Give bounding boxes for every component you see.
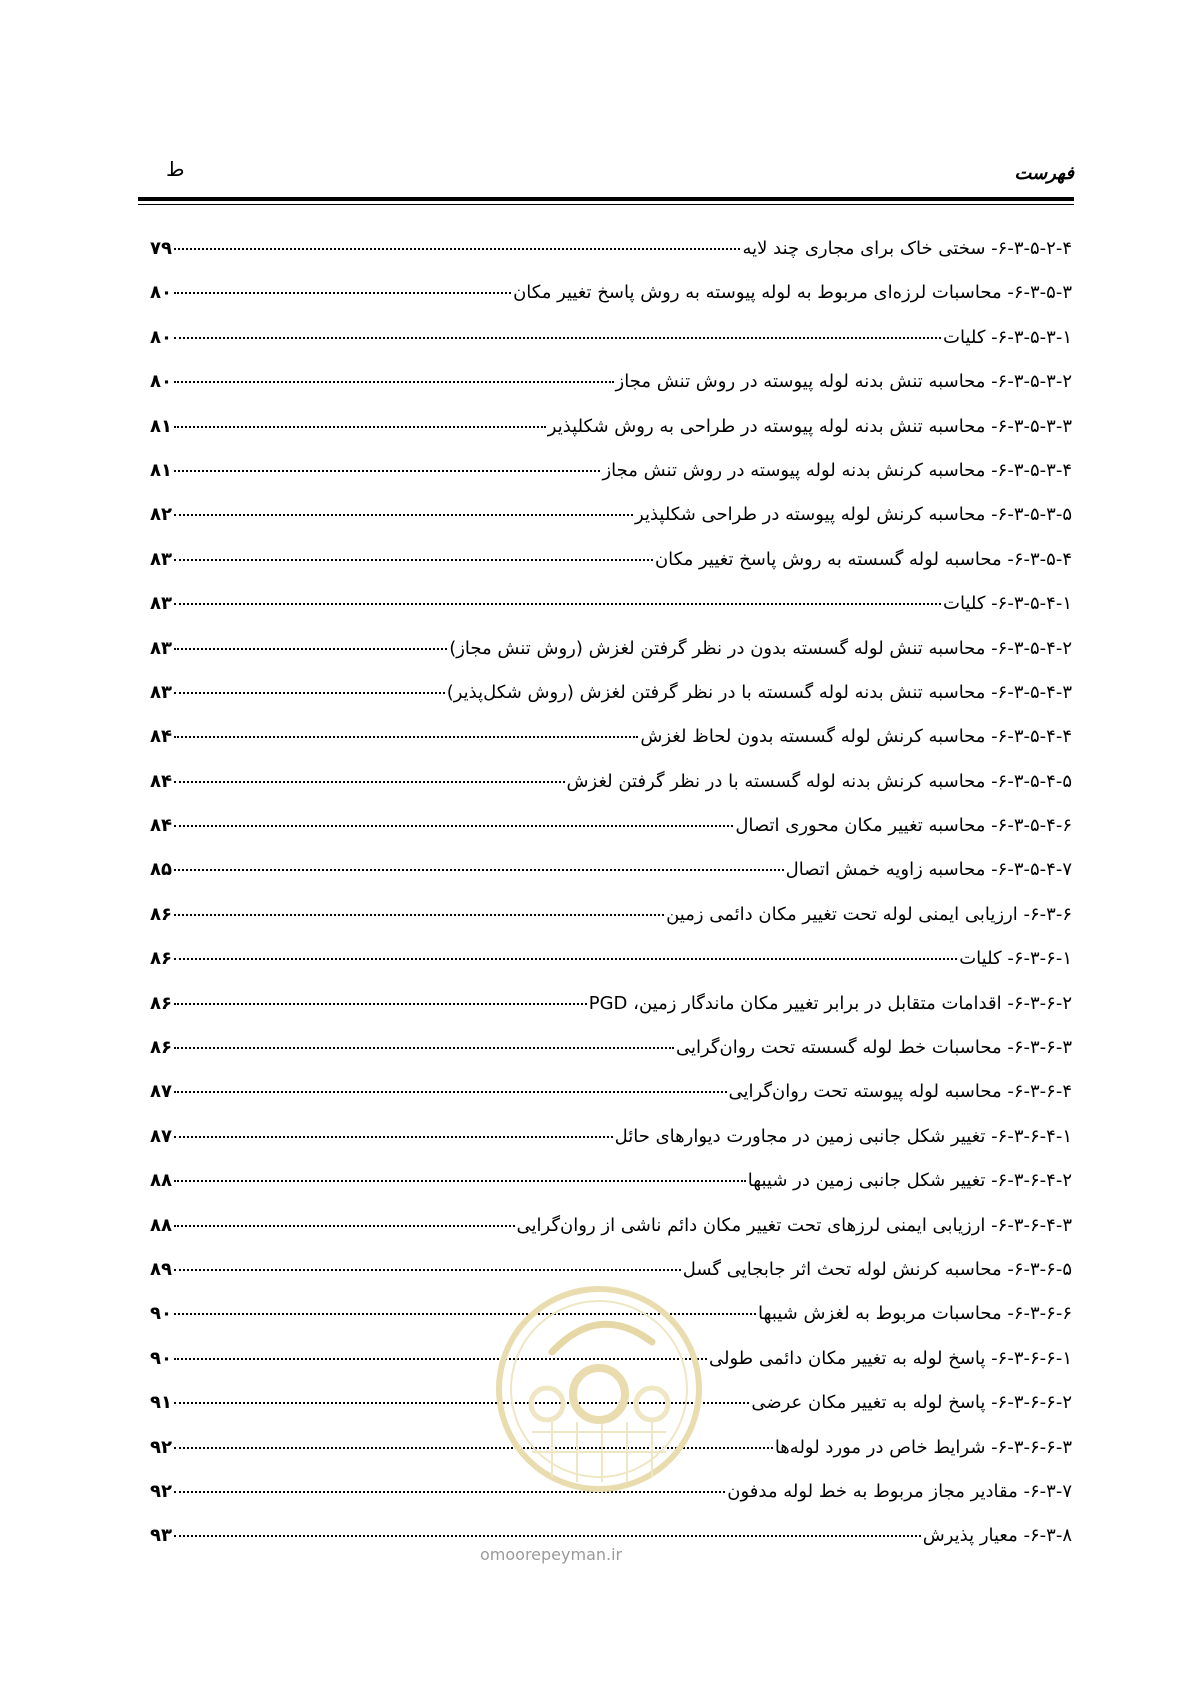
toc-title: محاسبه کرنش بدنه لوله گسسته با در نظر گرفتن لغزش [566, 770, 986, 792]
dot-leader [174, 1047, 674, 1049]
toc-row [150, 460, 1072, 504]
toc-number: ۶-۳-۶- [1023, 903, 1072, 925]
toc-title: محاسبات مربوط به لغزش شیبها [758, 1303, 1002, 1325]
toc-title: محاسبات لرزه‌ای مربوط به لوله پیوسته به روش پاسخ تغییر مکان [513, 282, 1002, 304]
toc-number: ۶-۳-۶-۶-۲- [991, 1392, 1072, 1414]
toc-title: ارزیابی ایمنی لرزهای تحت تغییر مکان دائم ناشی از روان‌گرایی [516, 1214, 986, 1236]
dot-leader [174, 1091, 727, 1093]
dot-leader [174, 514, 633, 516]
toc-title: محاسبه کرنش لوله گسسته بدون لحاظ لغزش [640, 726, 986, 748]
toc-number: ۶-۳-۵-۴-۶- [991, 815, 1072, 837]
dot-leader [174, 1269, 681, 1271]
toc-page-number: ۹۱ [150, 1392, 172, 1414]
toc-row [150, 371, 1072, 415]
toc-page-number: ۸۷ [150, 1125, 172, 1147]
toc-number: ۶-۳-۵-۳- [1007, 282, 1072, 304]
page-letter: ط [166, 157, 185, 181]
toc-title: سختی خاک برای مجاری چند لایه [742, 238, 986, 259]
toc-page-number: ۸۳ [150, 593, 172, 615]
toc-title: محاسبات خط لوله گسسته تحت روان‌گرایی [675, 1037, 1002, 1059]
toc-number: ۶-۳-۶-۱- [1007, 948, 1072, 970]
toc-row [150, 682, 1072, 726]
toc-row [150, 815, 1072, 859]
toc-title: محاسبه تنش لوله گسسته بدون در نظر گرفتن لغزش (روش تنش مجاز) [449, 637, 986, 659]
toc-number: ۶-۳-۶-۴-۲- [991, 1170, 1072, 1192]
dot-leader [174, 825, 733, 827]
toc-title: کلیات [959, 948, 1002, 970]
toc-page-number: ۹۰ [150, 1347, 172, 1369]
dot-leader [174, 958, 957, 960]
toc-title: ارزیابی ایمنی لوله تحت تغییر مکان دائمی زمین [666, 903, 1018, 925]
toc-number: ۶-۳-۵-۴-۷- [991, 859, 1072, 881]
toc-number: ۶-۳-۵-۴- [1007, 548, 1072, 570]
toc-row [150, 416, 1072, 460]
dot-leader [174, 337, 941, 339]
toc-title: محاسبه تغییر مکان محوری اتصال [735, 815, 986, 837]
toc-page-number: ۸۶ [150, 948, 172, 970]
toc-number: ۶-۳-۶-۳- [1007, 1037, 1072, 1059]
toc-title: تغییر شکل جانبی زمین در مجاورت دیوارهای حائل [614, 1125, 986, 1147]
toc-title: شرایط خاص در مورد لوله‌ها [774, 1436, 986, 1458]
toc-page-number: ۸۸ [150, 1214, 172, 1236]
toc-row [150, 238, 1072, 282]
header-rule-thick [138, 197, 1074, 201]
toc-row [150, 593, 1072, 637]
toc-title: کلیات [943, 593, 986, 615]
toc-number: ۶-۳-۵-۳-۴- [991, 459, 1072, 481]
toc-title: تغییر شکل جانبی زمین در شیبها [747, 1170, 986, 1192]
toc-number: ۶-۳-۶-۶-۳- [991, 1436, 1072, 1458]
toc-page-number: ۸۶ [150, 903, 172, 925]
dot-leader [174, 426, 546, 428]
toc-row [150, 282, 1072, 326]
toc-row [150, 504, 1072, 548]
dot-leader [174, 248, 740, 250]
watermark-logo-icon [492, 1282, 706, 1496]
toc-row [150, 904, 1072, 948]
toc-page-number: ۸۷ [150, 1081, 172, 1103]
toc-row [150, 327, 1072, 371]
dot-leader [174, 559, 653, 561]
toc-title: اقدامات متقابل در برابر تغییر مکان ماندگار زمین، PGD [588, 992, 1002, 1014]
toc-row [150, 1170, 1072, 1214]
toc-number: ۶-۳-۸- [1023, 1525, 1072, 1547]
toc-page-number: ۸۰ [150, 282, 172, 304]
dot-leader [174, 292, 511, 294]
toc-title: محاسبه تنش بدنه لوله گسسته با در نظر گرفتن لغزش (روش شکل‌پذیر) [446, 681, 986, 703]
toc-page-number: ۸۱ [150, 459, 172, 481]
toc-row [150, 549, 1072, 593]
toc-page-number: ۸۳ [150, 637, 172, 659]
toc-number: ۶-۳-۵-۳-۳- [991, 415, 1072, 437]
toc-title: محاسبه کرنش بدنه لوله پیوسته در روش تنش مجاز [602, 459, 986, 481]
toc-row [150, 726, 1072, 770]
toc-row [150, 1126, 1072, 1170]
toc-row [150, 638, 1072, 682]
toc-title: معیار پذیرش [922, 1525, 1018, 1547]
dot-leader [174, 603, 941, 605]
toc-number: ۶-۳-۶-۴-۱- [991, 1125, 1072, 1147]
toc-title: محاسبه تنش بدنه لوله پیوسته در طراحی به روش شکلپذیر [547, 415, 986, 437]
toc-row [150, 948, 1072, 992]
toc-page-number: ۸۴ [150, 815, 172, 837]
dot-leader [174, 914, 664, 916]
toc-number: ۶-۳-۶-۴-۳- [991, 1214, 1072, 1236]
watermark-url: omoorepeyman.ir [480, 1545, 623, 1564]
toc-number: ۶-۳-۶-۶- [1007, 1303, 1072, 1325]
toc-page-number: ۹۲ [150, 1480, 172, 1502]
toc-row [150, 993, 1072, 1037]
toc-title: محاسبه لوله پیوسته تحت روان‌گرایی [728, 1081, 1002, 1103]
toc-number: ۶-۳-۶-۵- [1007, 1258, 1072, 1280]
toc-title: کلیات [943, 326, 986, 348]
toc-number: ۶-۳-۵-۴-۵- [991, 770, 1072, 792]
toc-number: ۶-۳-۵-۳-۵- [991, 504, 1072, 526]
toc-page-number: ۹۳ [150, 1525, 172, 1547]
toc-page-number: ۹۰ [150, 1303, 172, 1325]
toc-number: ۶-۳-۵-۳-۱- [991, 326, 1072, 348]
toc-number: ۶-۳-۷- [1023, 1480, 1072, 1502]
toc-title: محاسبه لوله گسسته به روش پاسخ تغییر مکان [654, 548, 1002, 570]
toc-title: پاسخ لوله به تغییر مکان دائمی طولی [709, 1347, 986, 1369]
toc-page-number: ۸۳ [150, 681, 172, 703]
toc-row [150, 859, 1072, 903]
toc-page-number: ۸۰ [150, 371, 172, 393]
toc-number: ۶-۳-۵-۴-۱- [991, 593, 1072, 615]
section-title: فهرست [1014, 163, 1074, 184]
toc-row [150, 771, 1072, 815]
toc-title: محاسبه زاویه خمش اتصال [785, 859, 986, 881]
toc-title: محاسبه تنش بدنه لوله پیوسته در روش تنش مجاز [615, 371, 986, 393]
toc-page-number: ۸۶ [150, 992, 172, 1014]
dot-leader [174, 470, 600, 472]
toc-number: ۶-۳-۵-۴-۴- [991, 726, 1072, 748]
header-rule-thin [138, 204, 1074, 205]
toc-row [150, 1037, 1072, 1081]
toc-title: محاسبه کرنش لوله تحث اثر جابجایی گسل [682, 1258, 1002, 1280]
dot-leader [174, 1180, 746, 1182]
toc-page-number: ۸۴ [150, 770, 172, 792]
dot-leader [174, 869, 784, 871]
toc-page-number: ۸۲ [150, 504, 172, 526]
toc-page-number: ۸۶ [150, 1037, 172, 1059]
toc-number: ۶-۳-۵-۲-۴- [991, 238, 1072, 259]
dot-leader [174, 1225, 515, 1227]
dot-leader [174, 1136, 613, 1138]
toc-page-number: ۸۵ [150, 859, 172, 881]
toc-page-number: ۸۴ [150, 726, 172, 748]
toc-number: ۶-۳-۶-۲- [1007, 992, 1072, 1014]
dot-leader [174, 781, 565, 783]
dot-leader [174, 1535, 921, 1537]
dot-leader [174, 648, 447, 650]
toc-number: ۶-۳-۵-۴-۲- [991, 637, 1072, 659]
toc-page-number: ۸۳ [150, 548, 172, 570]
toc-title: مقادیر مجاز مربوط به خط لوله مدفون [727, 1480, 1018, 1502]
dot-leader [174, 736, 638, 738]
toc-title: پاسخ لوله به تغییر مکان عرضی [751, 1392, 986, 1414]
dot-leader [174, 381, 614, 383]
dot-leader [174, 692, 445, 694]
toc-page-number: ۹۲ [150, 1436, 172, 1458]
toc-number: ۶-۳-۵-۴-۳- [991, 681, 1072, 703]
toc-number: ۶-۳-۶-۴- [1007, 1081, 1072, 1103]
page-header [138, 155, 1074, 185]
dot-leader [174, 1003, 587, 1005]
toc-page-number: ۸۹ [150, 1258, 172, 1280]
toc-number: ۶-۳-۶-۶-۱- [991, 1347, 1072, 1369]
toc-row [150, 1081, 1072, 1125]
toc-page-number: ۸۰ [150, 326, 172, 348]
toc-title: محاسبه کرنش لوله پیوسته در طراحی شکلپذیر [635, 504, 986, 526]
toc-page-number: ۸۸ [150, 1170, 172, 1192]
toc-page-number: ۸۱ [150, 415, 172, 437]
toc-number: ۶-۳-۵-۳-۲- [991, 371, 1072, 393]
toc-row [150, 1215, 1072, 1259]
toc-page-number: ۷۹ [150, 238, 172, 259]
